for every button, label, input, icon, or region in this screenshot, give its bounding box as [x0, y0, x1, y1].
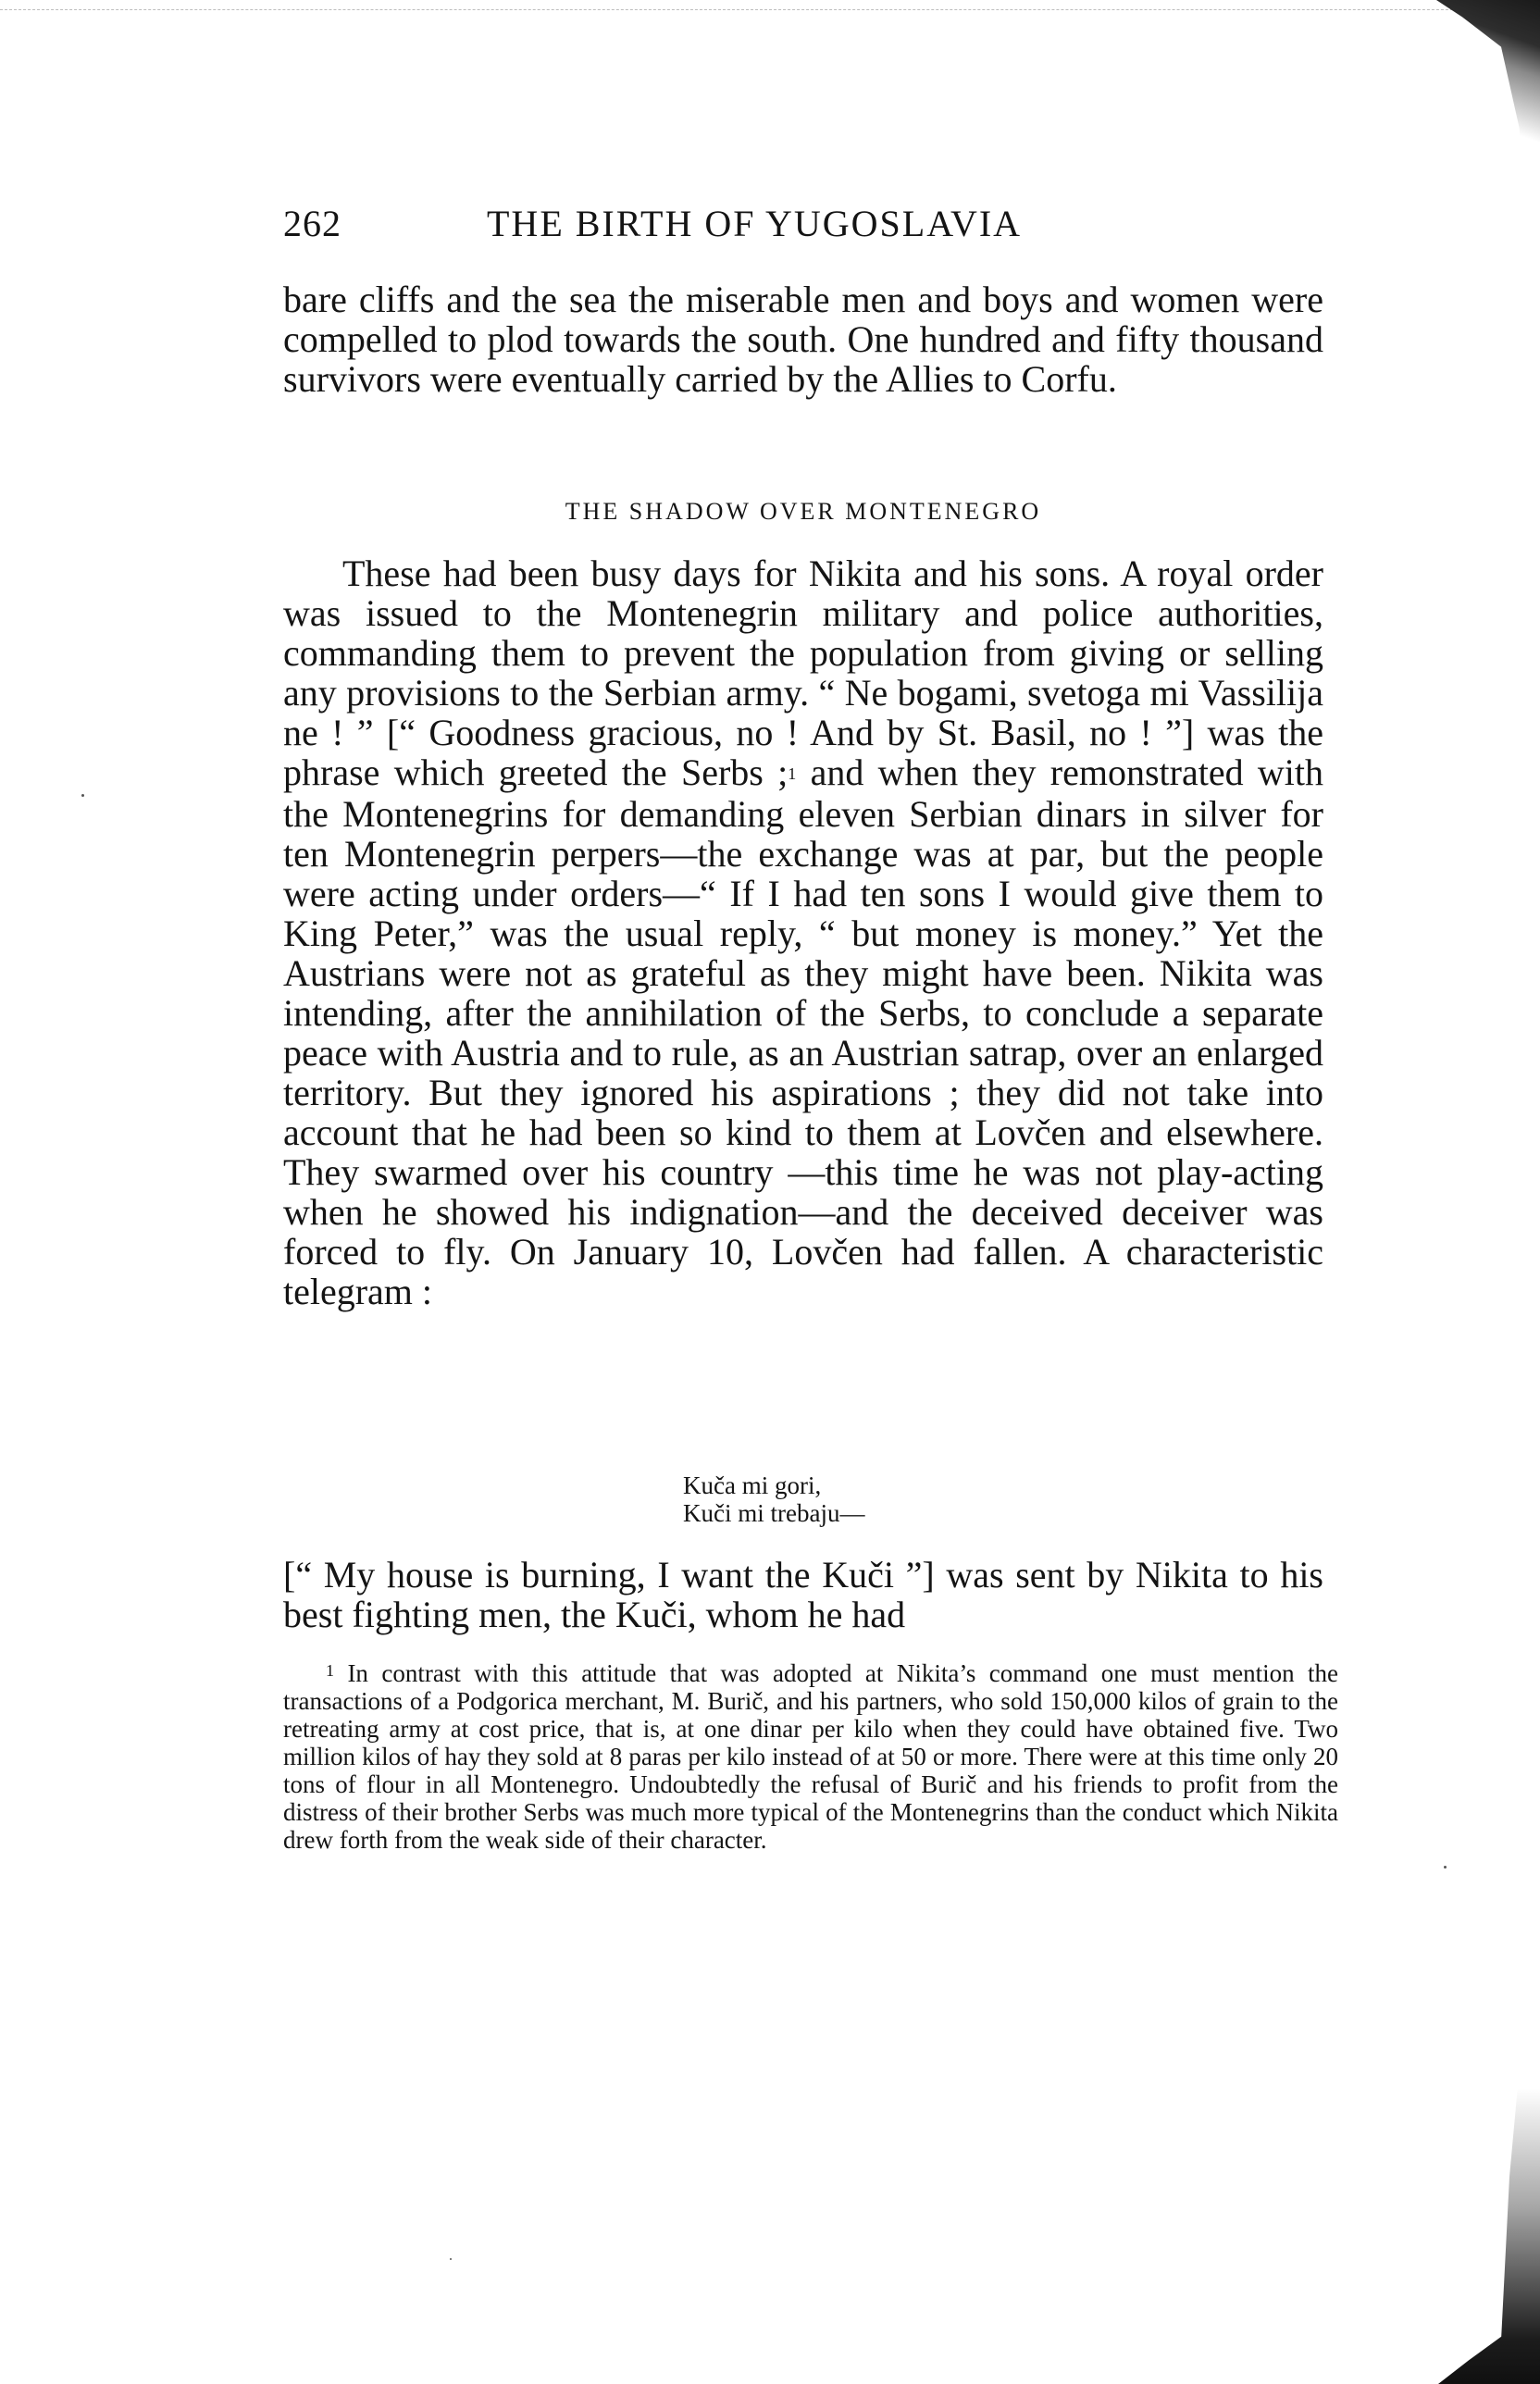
continuation-paragraph: [“ My house is burning, I want the Kuči ”] was sent by Nikita to his best fighting men, the Kuči, whom he had	[283, 1554, 1323, 1635]
scan-shadow-top-right	[1410, 0, 1540, 213]
footnote	[283, 1657, 1338, 1854]
telegram-verse	[683, 1471, 864, 1527]
footnote-marker: 1	[326, 1661, 334, 1680]
verse-line: Kuča mi gori,	[683, 1471, 822, 1499]
verse-line: Kuči mi trebaju—	[683, 1499, 865, 1527]
footnote-reference: 1	[788, 764, 797, 783]
scan-edge-line	[0, 9, 1499, 10]
running-title: THE BIRTH OF YUGOSLAVIA	[487, 203, 1023, 244]
scan-speck	[81, 794, 84, 797]
scan-speck	[1444, 1866, 1447, 1869]
page-number: 262	[283, 203, 342, 244]
scan-shadow-bottom-right	[1438, 2088, 1540, 2384]
main-paragraph-text-2: and when they remonstrated with the Montenegrins for demanding eleven Serbian dinars in silver for ten Montenegrin perpers—the exchange was at par, but the people were acting under orders—“ If I had ten sons I would give them to King Peter,” was the usual reply, “ but money is money.” Yet the Austrians were not as grateful as they might have been. Nikita was intending, after the annihilation of the Serbs, to conclude a separate peace with Austria and to rule, as an Austrian satrap, over an enlarged territory. But they ignored his aspirations ; they did not take into account that he had been so kind to them at Lovčen and elsewhere. They swarmed over his country —this time he was not play-acting when he showed his indignation—and the deceived deceiver was forced to fly. On January 10, Lovčen had fallen. A characteristic telegram :	[283, 751, 1323, 1312]
running-head	[283, 196, 1246, 252]
scan-speck	[450, 2258, 452, 2260]
intro-paragraph: bare cliffs and the sea the miserable men and boys and women were compelled to plod towards the south. One hundred and fifty thousand survivors were eventually carried by the Allies to Corfu.	[283, 279, 1323, 400]
footnote-text: In contrast with this attitude that was adopted at Nikita’s command one must mention the transactions of a Podgorica merchant, M. Burič, and his partners, who sold 150,000 kilos of grain to the retreating army at cost price, that is, at one dinar per kilo when they could have obtained five. Two million kilos of hay they sold at 8 paras per kilo instead of at 50 or more. There were at this time only 20 tons of flour in all Montenegro. Undoubtedly the refusal of Burič and his friends to profit from the distress of their brother Serbs was much more typical of the Montenegrins than the conduct which Nikita drew forth from the weak side of their character.	[283, 1659, 1338, 1854]
main-paragraph-text-1: These had been busy days for Nikita and his sons. A royal order was issued to the Montenegrin military and police authorities, commanding them to prevent the population from giving or selling any provisions to the Serbian army. “ Ne bogami, svetoga mi Vassilija ne ! ” [“ Goodness gracious, no ! And by St. Basil, no ! ”] was the phrase which greeted the Serbs ;	[283, 553, 1323, 793]
main-paragraph	[283, 553, 1323, 1311]
section-heading: THE SHADOW OVER MONTENEGRO	[565, 498, 1042, 525]
